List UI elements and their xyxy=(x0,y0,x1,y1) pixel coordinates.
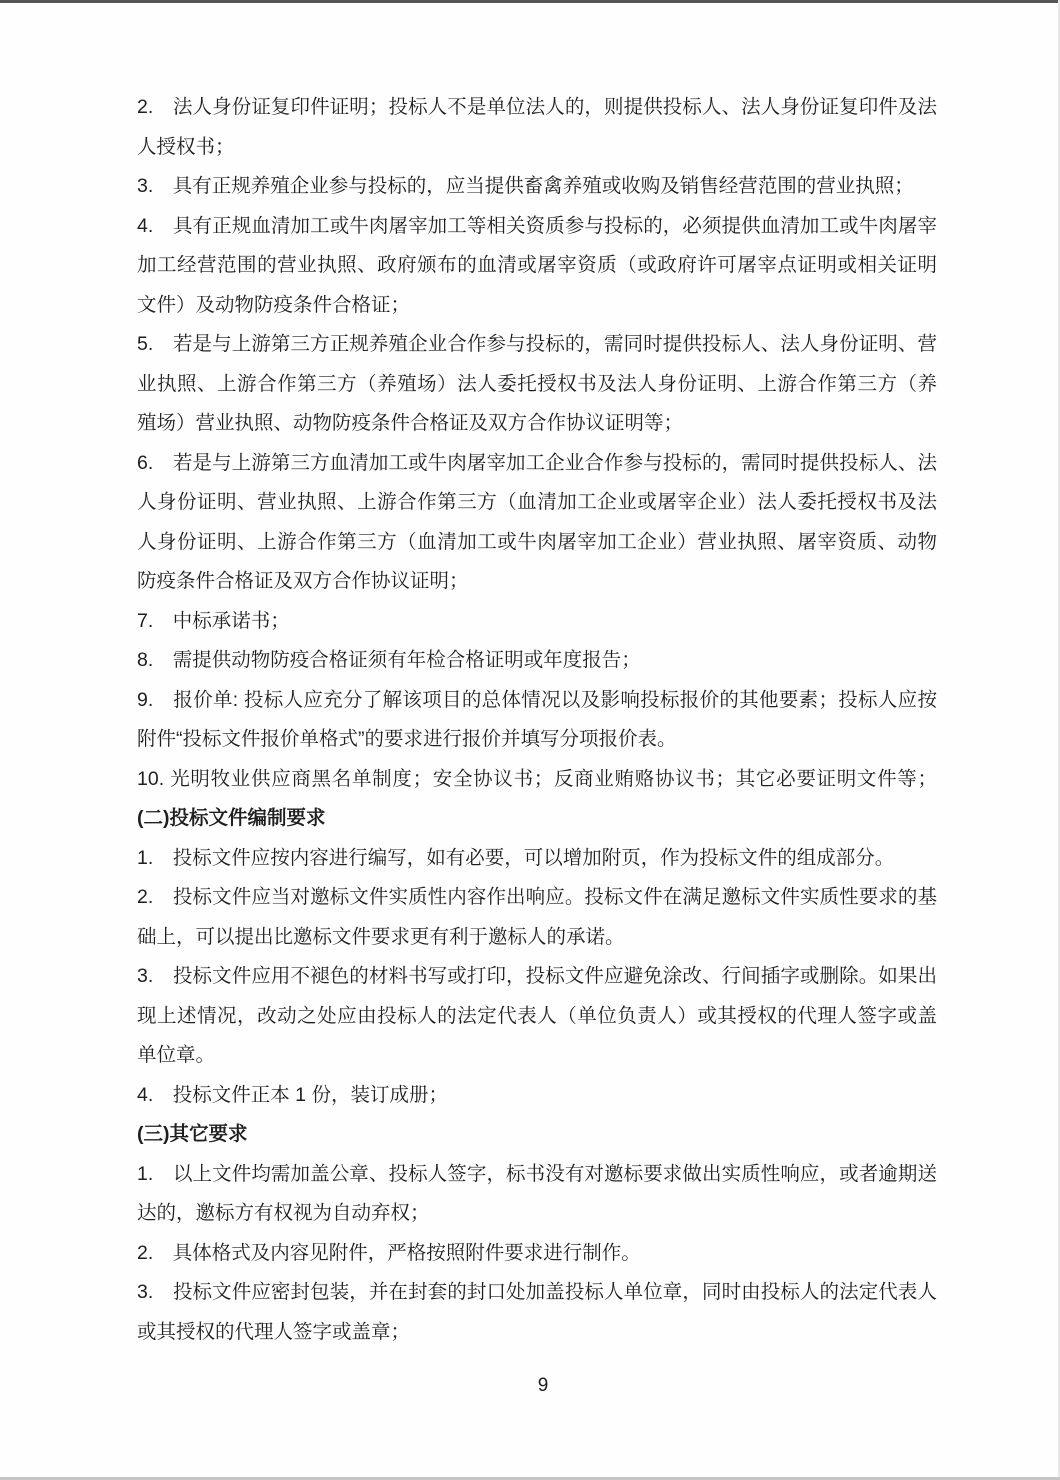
text-line: 6. 若是与上游第三方血清加工或牛肉屠宰加工企业合作参与投标的，需同时提供投标人、法 xyxy=(137,451,937,474)
text-line: 3. 具有正规养殖企业参与投标的，应当提供畜禽养殖或收购及销售经营范围的营业执照； xyxy=(137,175,914,197)
text-line: 5. 若是与上游第三方正规养殖企业合作参与投标的，需同时提供投标人、法人身份证明、营 xyxy=(137,333,937,355)
text-line: 7. 中标承诺书； xyxy=(137,609,290,632)
text-line: 3. 投标文件应用不褪色的材料书写或打印，投标文件应避免涂改、行间插字或删除。如果出 xyxy=(137,965,937,987)
text-line: 2. 投标文件应当对邀标文件实质性内容作出响应。投标文件在满足邀标文件实质性要求的基 xyxy=(137,886,937,908)
text-line: 3. 投标文件应密封包装，并在封套的封口处加盖投标人单位章，同时由投标人的法定代表人 xyxy=(137,1281,937,1303)
text-line: 8. 需提供动物防疫合格证须有年检合格证明或年度报告； xyxy=(137,649,641,671)
text-line: 1. 以上文件均需加盖公章、投标人签字，标书没有对邀标要求做出实质性响应，或者逾期送 xyxy=(137,1162,937,1185)
text-line: 殖场）营业执照、动物防疫条件合格证及双方合作协议证明等； xyxy=(137,412,684,434)
text-line: 4. 投标文件正本 1 份，装订成册； xyxy=(137,1083,448,1106)
text-line: 2. 具体格式及内容见附件，严格按照附件要求进行制作。 xyxy=(137,1241,641,1264)
scan-edge-top xyxy=(0,0,1060,3)
text-line: 人授权书； xyxy=(137,135,235,158)
text-line: 文件）及动物防疫条件合格证； xyxy=(137,293,411,316)
page-number: 9 xyxy=(537,1375,549,1396)
text-line: 附件“投标文件报价单格式”的要求进行报价并填写分项报价表。 xyxy=(137,728,677,750)
text-line: 础上，可以提出比邀标文件要求更有利于邀标人的承诺。 xyxy=(137,925,625,948)
text-line: 4. 具有正规血清加工或牛肉屠宰加工等相关资质参与投标的，必须提供血清加工或牛肉屠宰 xyxy=(137,214,937,237)
document-body xyxy=(137,88,937,1352)
text-line: 10. 光明牧业供应商黑名单制度；安全协议书；反商业贿赂协议书；其它必要证明文件等； xyxy=(137,767,937,790)
text-line: 人身份证明、上游合作第三方（血清加工或牛肉屠宰加工企业）营业执照、屠宰资质、动物 xyxy=(137,530,937,553)
text-line: (二)投标文件编制要求 xyxy=(137,807,326,829)
text-line: 9. 报价单: 投标人应充分了解该项目的总体情况以及影响投标报价的其他要素；投标人应按 xyxy=(137,688,937,711)
text-line: 1. 投标文件应按内容进行编写，如有必要，可以增加附页，作为投标文件的组成部分。 xyxy=(137,846,895,869)
text-line: 防疫条件合格证及双方合作协议证明； xyxy=(137,570,469,592)
text-line: 业执照、上游合作第三方（养殖场）法人委托授权书及法人身份证明、上游合作第三方（养 xyxy=(137,372,937,395)
text-line: 或其授权的代理人签字或盖章； xyxy=(137,1320,411,1343)
text-line: 单位章。 xyxy=(137,1044,216,1066)
text-line: 人身份证明、营业执照、上游合作第三方（血清加工企业或屠宰企业）法人委托授权书及法 xyxy=(137,491,937,513)
text-line: 加工经营范围的营业执照、政府颁布的血清或屠宰资质（或政府许可屠宰点证明或相关证明 xyxy=(137,254,937,276)
text-line: 2. 法人身份证复印件证明；投标人不是单位法人的，则提供投标人、法人身份证复印件及法 xyxy=(137,96,937,118)
text-line: 达的，邀标方有权视为自动弃权； xyxy=(137,1202,430,1224)
text-line: (三)其它要求 xyxy=(137,1123,248,1145)
text-line: 现上述情况，改动之处应由投标人的法定代表人（单位负责人）或其授权的代理人签字或盖 xyxy=(137,1004,937,1027)
